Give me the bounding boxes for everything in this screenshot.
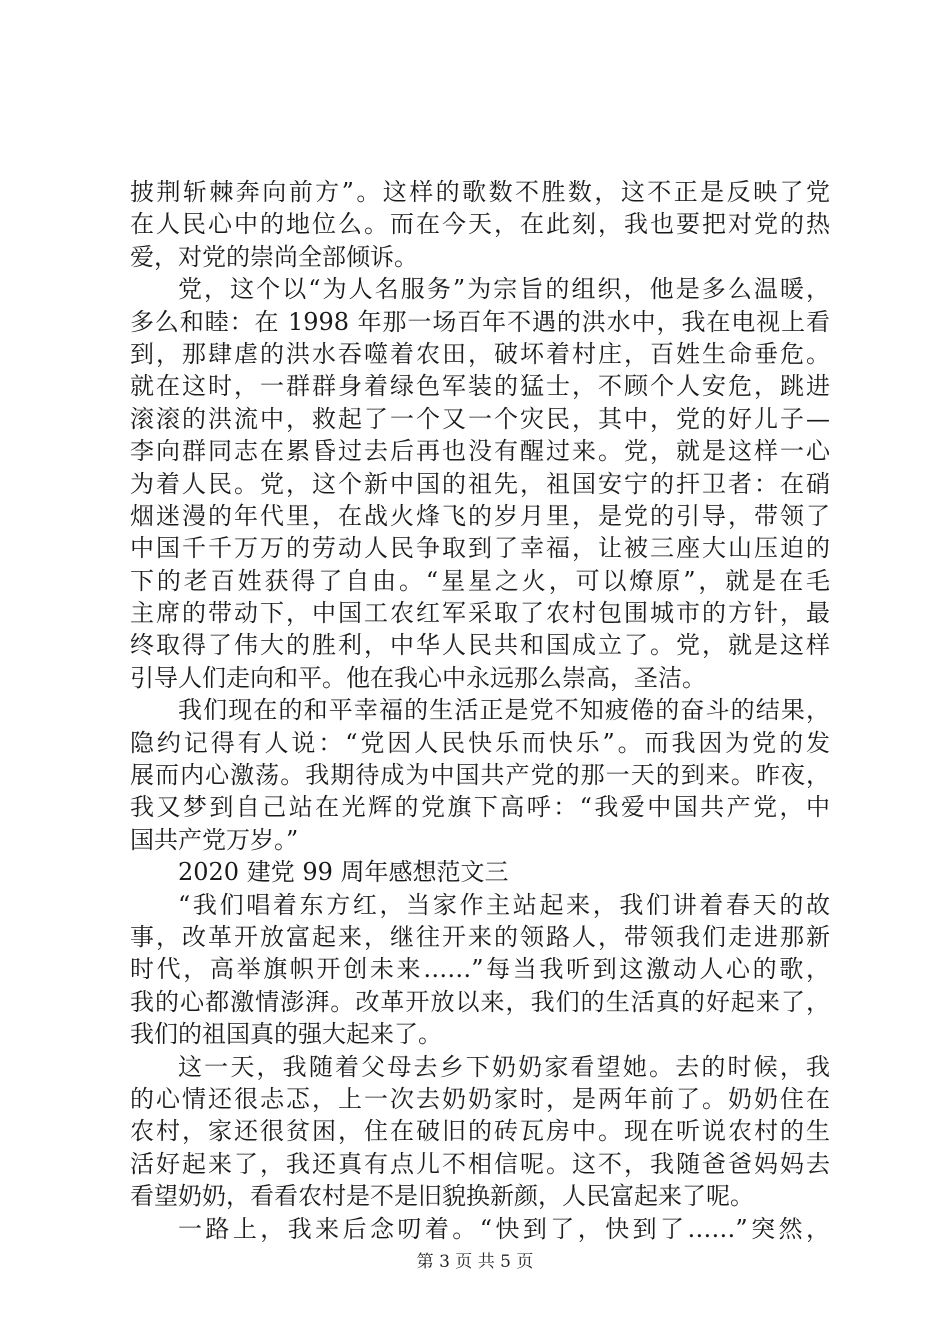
text-line: 为着人民。党，这个新中国的祖先，祖国安宁的扞卫者：在硝 [130,469,830,498]
section-heading: 2020 建党 99 周年感想范文三 [178,858,509,887]
text-line: 滚滚的洪流中，救起了一个又一个灾民，其中，党的好儿子— [130,404,830,433]
text-line: 引导人们走向和平。他在我心中永远那么崇高，圣洁。 [130,663,706,692]
text-line: 隐约记得有人说：“党因人民快乐而快乐”。而我因为党的发 [130,728,830,757]
text-line: 的心情还很忐忑，上一次去奶奶家时，是两年前了。奶奶住在 [130,1084,830,1113]
page-footer: 第 3 页 共 5 页 [416,1252,534,1272]
text-line: “我们唱着东方红，当家作主站起来，我们讲着春天的故 [178,890,830,919]
text-line: 一路上，我来后念叨着。“快到了，快到了……”突然， [178,1214,830,1243]
text-line: 我们现在的和平幸福的生活正是党不知疲倦的奋斗的结果， [178,696,830,725]
text-line: 看望奶奶，看看农村是不是旧貌换新颜，人民富起来了呢。 [130,1182,754,1211]
text-line: 时代，高举旗帜开创未来……”每当我听到这激动人心的歌， [130,955,830,984]
text-line: 多么和睦：在 1998 年那一场百年不遇的洪水中，我在电视上看 [130,307,830,336]
text-line: 党，这个以“为人名服务”为宗旨的组织，他是多么温暖， [178,275,830,304]
text-line: 终取得了伟大的胜利，中华人民共和国成立了。党，就是这样 [130,631,830,660]
text-line: 到，那肆虐的洪水吞噬着农田，破坏着村庄，百姓生命垂危。 [130,339,830,368]
text-line: 在人民心中的地位么。而在今天，在此刻，我也要把对党的热 [130,210,830,239]
text-line: 事，改革开放富起来，继往开来的领路人，带领我们走进那新 [130,922,830,951]
text-line: 烟迷漫的年代里，在战火烽飞的岁月里，是党的引导，带领了 [130,501,830,530]
text-line: 活好起来了，我还真有点儿不相信呢。这不，我随爸爸妈妈去 [130,1149,830,1178]
text-line: 爱，对党的崇尚全部倾诉。 [130,242,418,271]
text-line: 下的老百姓获得了自由。“星星之火，可以燎原”，就是在毛 [130,566,830,595]
text-line: 就在这时，一群群身着绿色军装的猛士，不顾个人安危，跳进 [130,372,830,401]
text-line: 这一天，我随着父母去乡下奶奶家看望她。去的时候，我 [178,1052,830,1081]
text-line: 我又梦到自己站在光辉的党旗下高呼：“我爱中国共产党，中 [130,793,830,822]
body-text [130,176,830,1245]
text-line: 农村，家还很贫困，住在破旧的砖瓦房中。现在听说农村的生 [130,1117,830,1146]
text-line: 披荆斩棘奔向前方”。这样的歌数不胜数，这不正是反映了党 [130,178,830,206]
text-line: 国共产党万岁。” [130,825,299,854]
text-line: 主席的带动下，中国工农红军采取了农村包围城市的方针，最 [130,599,830,628]
text-line: 我的心都激情澎湃。改革开放以来，我们的生活真的好起来了， [130,987,830,1016]
text-line: 我们的祖国真的强大起来了。 [130,1020,442,1049]
text-line: 李向群同志在累昏过去后再也没有醒过来。党，就是这样一心 [130,437,830,466]
text-line: 中国千千万万的劳动人民争取到了幸福，让被三座大山压迫的 [130,534,830,563]
text-line: 展而内心激荡。我期待成为中国共产党的那一天的到来。昨夜， [130,761,830,790]
